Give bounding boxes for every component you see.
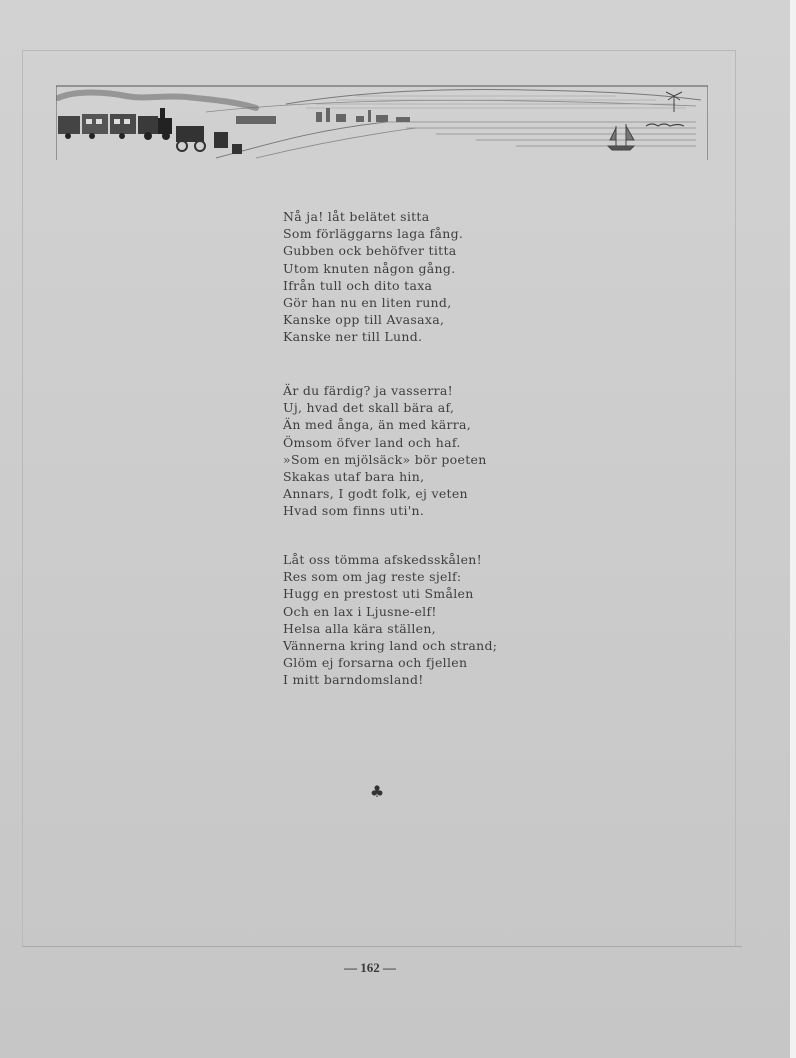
- poem-line: Gubben ock behöfver titta: [283, 243, 457, 259]
- poem: [283, 208, 583, 688]
- poem-line: Än med ånga, än med kärra,: [283, 417, 472, 433]
- poem-line: Hvad som finns uti'n.: [283, 503, 425, 519]
- stanza: [283, 551, 497, 689]
- poem-line: Glöm ej forsarna och fjellen: [283, 655, 468, 671]
- poem-line: »Som en mjölsäck» bör poeten: [283, 451, 487, 467]
- smoke-plume: [58, 93, 256, 109]
- poem-line: Helsa alla kära ställen,: [283, 620, 436, 636]
- stanza: [283, 382, 487, 520]
- poem-line: Ifrån tull och dito taxa: [283, 277, 433, 293]
- club-ornament-icon: ♣: [369, 782, 385, 801]
- poem-line: Kanske opp till Avasaxa,: [283, 312, 445, 328]
- page-number: — 162 —: [344, 960, 396, 975]
- banner-drawing: [56, 82, 708, 160]
- poem-line: Vännerna kring land och strand;: [283, 638, 498, 654]
- poem-line: Annars, I godt folk, ej veten: [283, 486, 468, 502]
- poem-line: Res som om jag reste sjelf:: [283, 569, 462, 585]
- frame-bottom-rule: [22, 946, 742, 947]
- poem-line: Hugg en prestost uti Smålen: [283, 586, 474, 602]
- birds-icon: [646, 124, 684, 126]
- stanza: [283, 208, 583, 346]
- poem-line: I mitt barndomsland!: [283, 672, 424, 688]
- horizon-line: [206, 100, 696, 112]
- poem-line: Kanske ner till Lund.: [283, 329, 423, 345]
- page-edge: [790, 0, 796, 1058]
- poem-line: Uj, hvad det skall bära af,: [283, 400, 455, 416]
- poem-line: Ömsom öfver land och haf.: [283, 434, 461, 450]
- tree-icon: [666, 92, 682, 112]
- town-buildings: [236, 108, 410, 124]
- cart-icon: [176, 126, 242, 154]
- poem-line: Som förläggarns laga fång.: [283, 226, 464, 242]
- water-lines: [386, 122, 696, 146]
- poem-line: Skakas utaf bara hin,: [283, 469, 425, 485]
- train-landscape-illustration: [56, 82, 708, 160]
- poem-line: Gör han nu en liten rund,: [283, 295, 452, 311]
- train-icon: [58, 108, 172, 140]
- poem-line: Och en lax i Ljusne-elf!: [283, 603, 437, 619]
- poem-line: Utom knuten någon gång.: [283, 260, 456, 276]
- poem-line: Låt oss tömma afskedsskålen!: [283, 552, 482, 567]
- road-curve-2: [256, 128, 416, 158]
- poem-line: Nå ja! låt belätet sitta: [283, 209, 430, 224]
- poem-line: Är du färdig? ja vasserra!: [283, 383, 454, 398]
